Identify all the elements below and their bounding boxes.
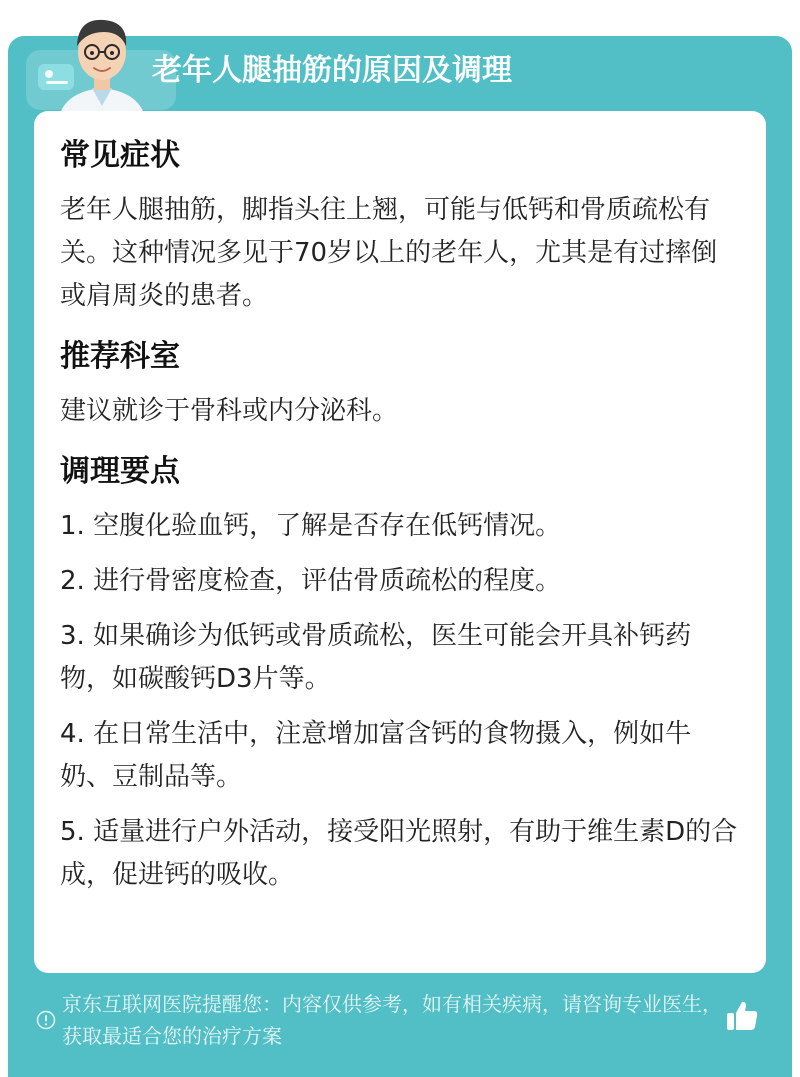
department-heading: 推荐科室 [60,339,180,374]
page-title: 老年人腿抽筋的原因及调理 [152,53,512,88]
care-list [60,505,740,897]
care-item: 3. 如果确诊为低钙或骨质疏松，医生可能会开具补钙药物，如碳酸钙D3片等。 [60,621,692,694]
care-item: 2. 进行骨密度检查，评估骨质疏松的程度。 [60,566,562,596]
doctor-avatar [44,6,160,122]
content-card [34,111,766,973]
disclaimer-text: 京东互联网医院提醒您：内容仅供参考，如有相关疾病，请咨询专业医生，获取最适合您的治疗方案 [62,992,722,1048]
care-item: 4. 在日常生活中，注意增加富含钙的食物摄入，例如牛奶、豆制品等。 [60,719,692,792]
department-text: 建议就诊于骨科或内分泌科。 [60,396,399,426]
care-heading: 调理要点 [60,454,180,489]
thumbs-up-icon[interactable] [724,998,760,1034]
care-item: 1. 空腹化验血钙，了解是否存在低钙情况。 [60,511,562,541]
care-item: 5. 适量进行户外活动，接受阳光照射，有助于维生素D的合成，促进钙的吸收。 [60,817,738,890]
info-icon [36,1010,56,1030]
symptoms-heading: 常见症状 [60,138,180,173]
symptoms-text: 老年人腿抽筋，脚指头往上翘，可能与低钙和骨质疏松有关。这种情况多见于70岁以上的老年人，尤其是有过摔倒或肩周炎的患者。 [60,195,718,311]
